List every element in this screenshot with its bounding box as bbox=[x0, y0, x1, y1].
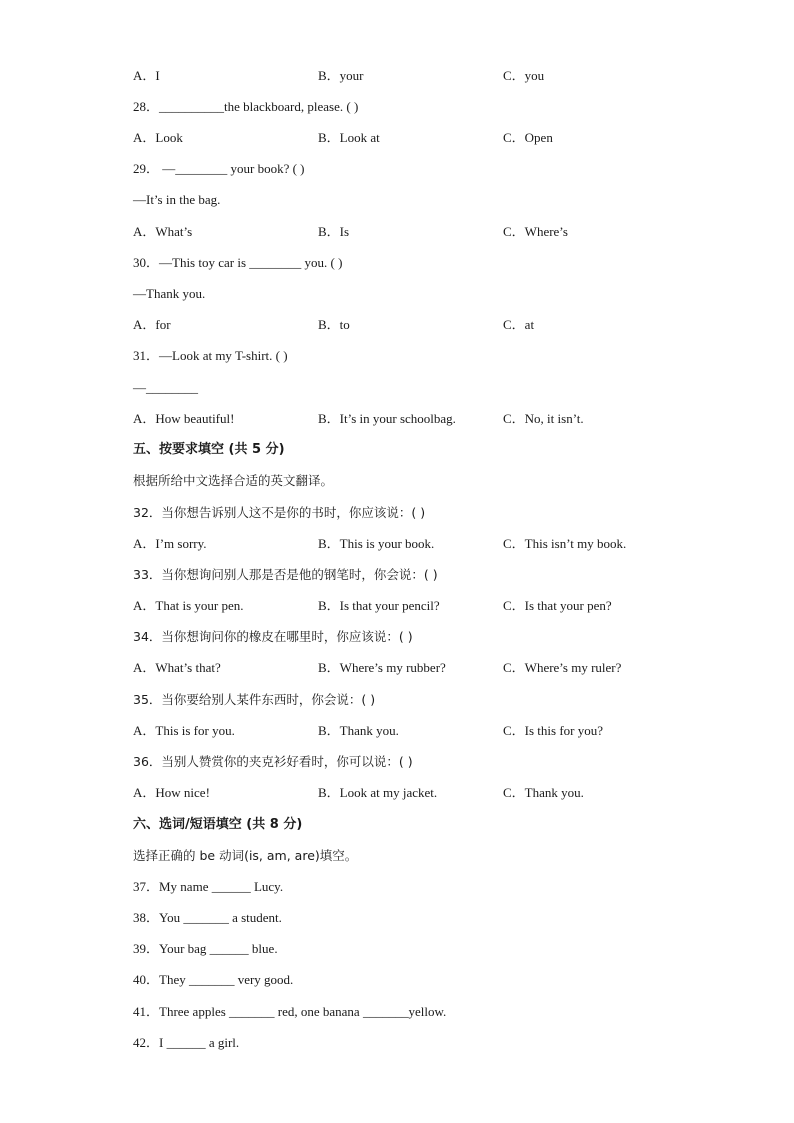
answer-option: B．Look at my jacket. bbox=[318, 785, 438, 800]
answer-option: C．Where’s my ruler? bbox=[503, 660, 622, 675]
answer-option: A．What’s bbox=[133, 224, 193, 239]
answer-option: B．Is that your pencil? bbox=[318, 598, 440, 613]
answer-option: B．It’s in your schoolbag. bbox=[318, 411, 456, 426]
question-text: 29． —________ your book? ( ) bbox=[133, 161, 305, 176]
answer-option: B．This is your book. bbox=[318, 536, 435, 551]
answer-option: A．This is for you. bbox=[133, 723, 235, 738]
answer-option: C．Is that your pen? bbox=[503, 598, 612, 613]
answer-option: B．Where’s my rubber? bbox=[318, 660, 446, 675]
instruction-text: 33．当你想询问别人那是否是他的钢笔时，你会说：( ) bbox=[133, 567, 438, 582]
instruction-text: 选择正确的 be 动词(is, am, are)填空。 bbox=[133, 848, 358, 863]
answer-option: C．No, it isn’t. bbox=[503, 411, 584, 426]
answer-option: A．How beautiful! bbox=[133, 411, 235, 426]
answer-option: A．How nice! bbox=[133, 785, 210, 800]
question-text: —It’s in the bag. bbox=[133, 192, 221, 207]
instruction-text: 根据所给中文选择合适的英文翻译。 bbox=[133, 473, 334, 488]
question-text: 30．—This toy car is ________ you. ( ) bbox=[133, 255, 343, 270]
question-text: 38．You _______ a student. bbox=[133, 910, 282, 925]
question-text: —Thank you. bbox=[133, 286, 206, 301]
answer-option: A．That is your pen. bbox=[133, 598, 244, 613]
answer-option: A．I bbox=[133, 68, 160, 83]
answer-option: A．I’m sorry. bbox=[133, 536, 207, 551]
answer-option: B．Look at bbox=[318, 130, 380, 145]
answer-option: B．Thank you. bbox=[318, 723, 399, 738]
instruction-text: 34．当你想询问你的橡皮在哪里时，你应该说：( ) bbox=[133, 629, 413, 644]
answer-option: C．at bbox=[503, 317, 535, 332]
question-text: 41．Three apples _______ red, one banana _______yellow. bbox=[133, 1004, 447, 1019]
answer-option: C．Open bbox=[503, 130, 553, 145]
answer-option: C．Where’s bbox=[503, 224, 568, 239]
question-text: 31．—Look at my T-shirt. ( ) bbox=[133, 348, 288, 363]
question-text: 42．I ______ a girl. bbox=[133, 1035, 240, 1050]
question-text: —________ bbox=[133, 380, 198, 395]
answer-option: C．Thank you. bbox=[503, 785, 584, 800]
instruction-text: 35．当你要给别人某件东西时，你会说：( ) bbox=[133, 692, 376, 707]
section-heading: 六、选词/短语填空 (共 8 分) bbox=[133, 817, 303, 832]
answer-option: B．Is bbox=[318, 224, 350, 239]
question-text: 39．Your bag ______ blue. bbox=[133, 941, 278, 956]
answer-option: C．Is this for you? bbox=[503, 723, 604, 738]
question-text: 28．__________the blackboard, please. ( ) bbox=[133, 99, 359, 114]
instruction-text: 32．当你想告诉别人这不是你的书时，你应该说：( ) bbox=[133, 505, 426, 520]
answer-option: B．to bbox=[318, 317, 350, 332]
answer-option: B．your bbox=[318, 68, 364, 83]
answer-option: C．you bbox=[503, 68, 545, 83]
answer-option: A．Look bbox=[133, 130, 183, 145]
question-text: 37．My name ______ Lucy. bbox=[133, 879, 284, 894]
answer-option: C．This isn’t my book. bbox=[503, 536, 627, 551]
question-text: 40．They _______ very good. bbox=[133, 972, 294, 987]
section-heading: 五、按要求填空 (共 5 分) bbox=[133, 442, 285, 457]
answer-option: A．for bbox=[133, 317, 171, 332]
instruction-text: 36．当别人赞赏你的夹克衫好看时，你可以说：( ) bbox=[133, 754, 413, 769]
answer-option: A．What’s that? bbox=[133, 660, 221, 675]
